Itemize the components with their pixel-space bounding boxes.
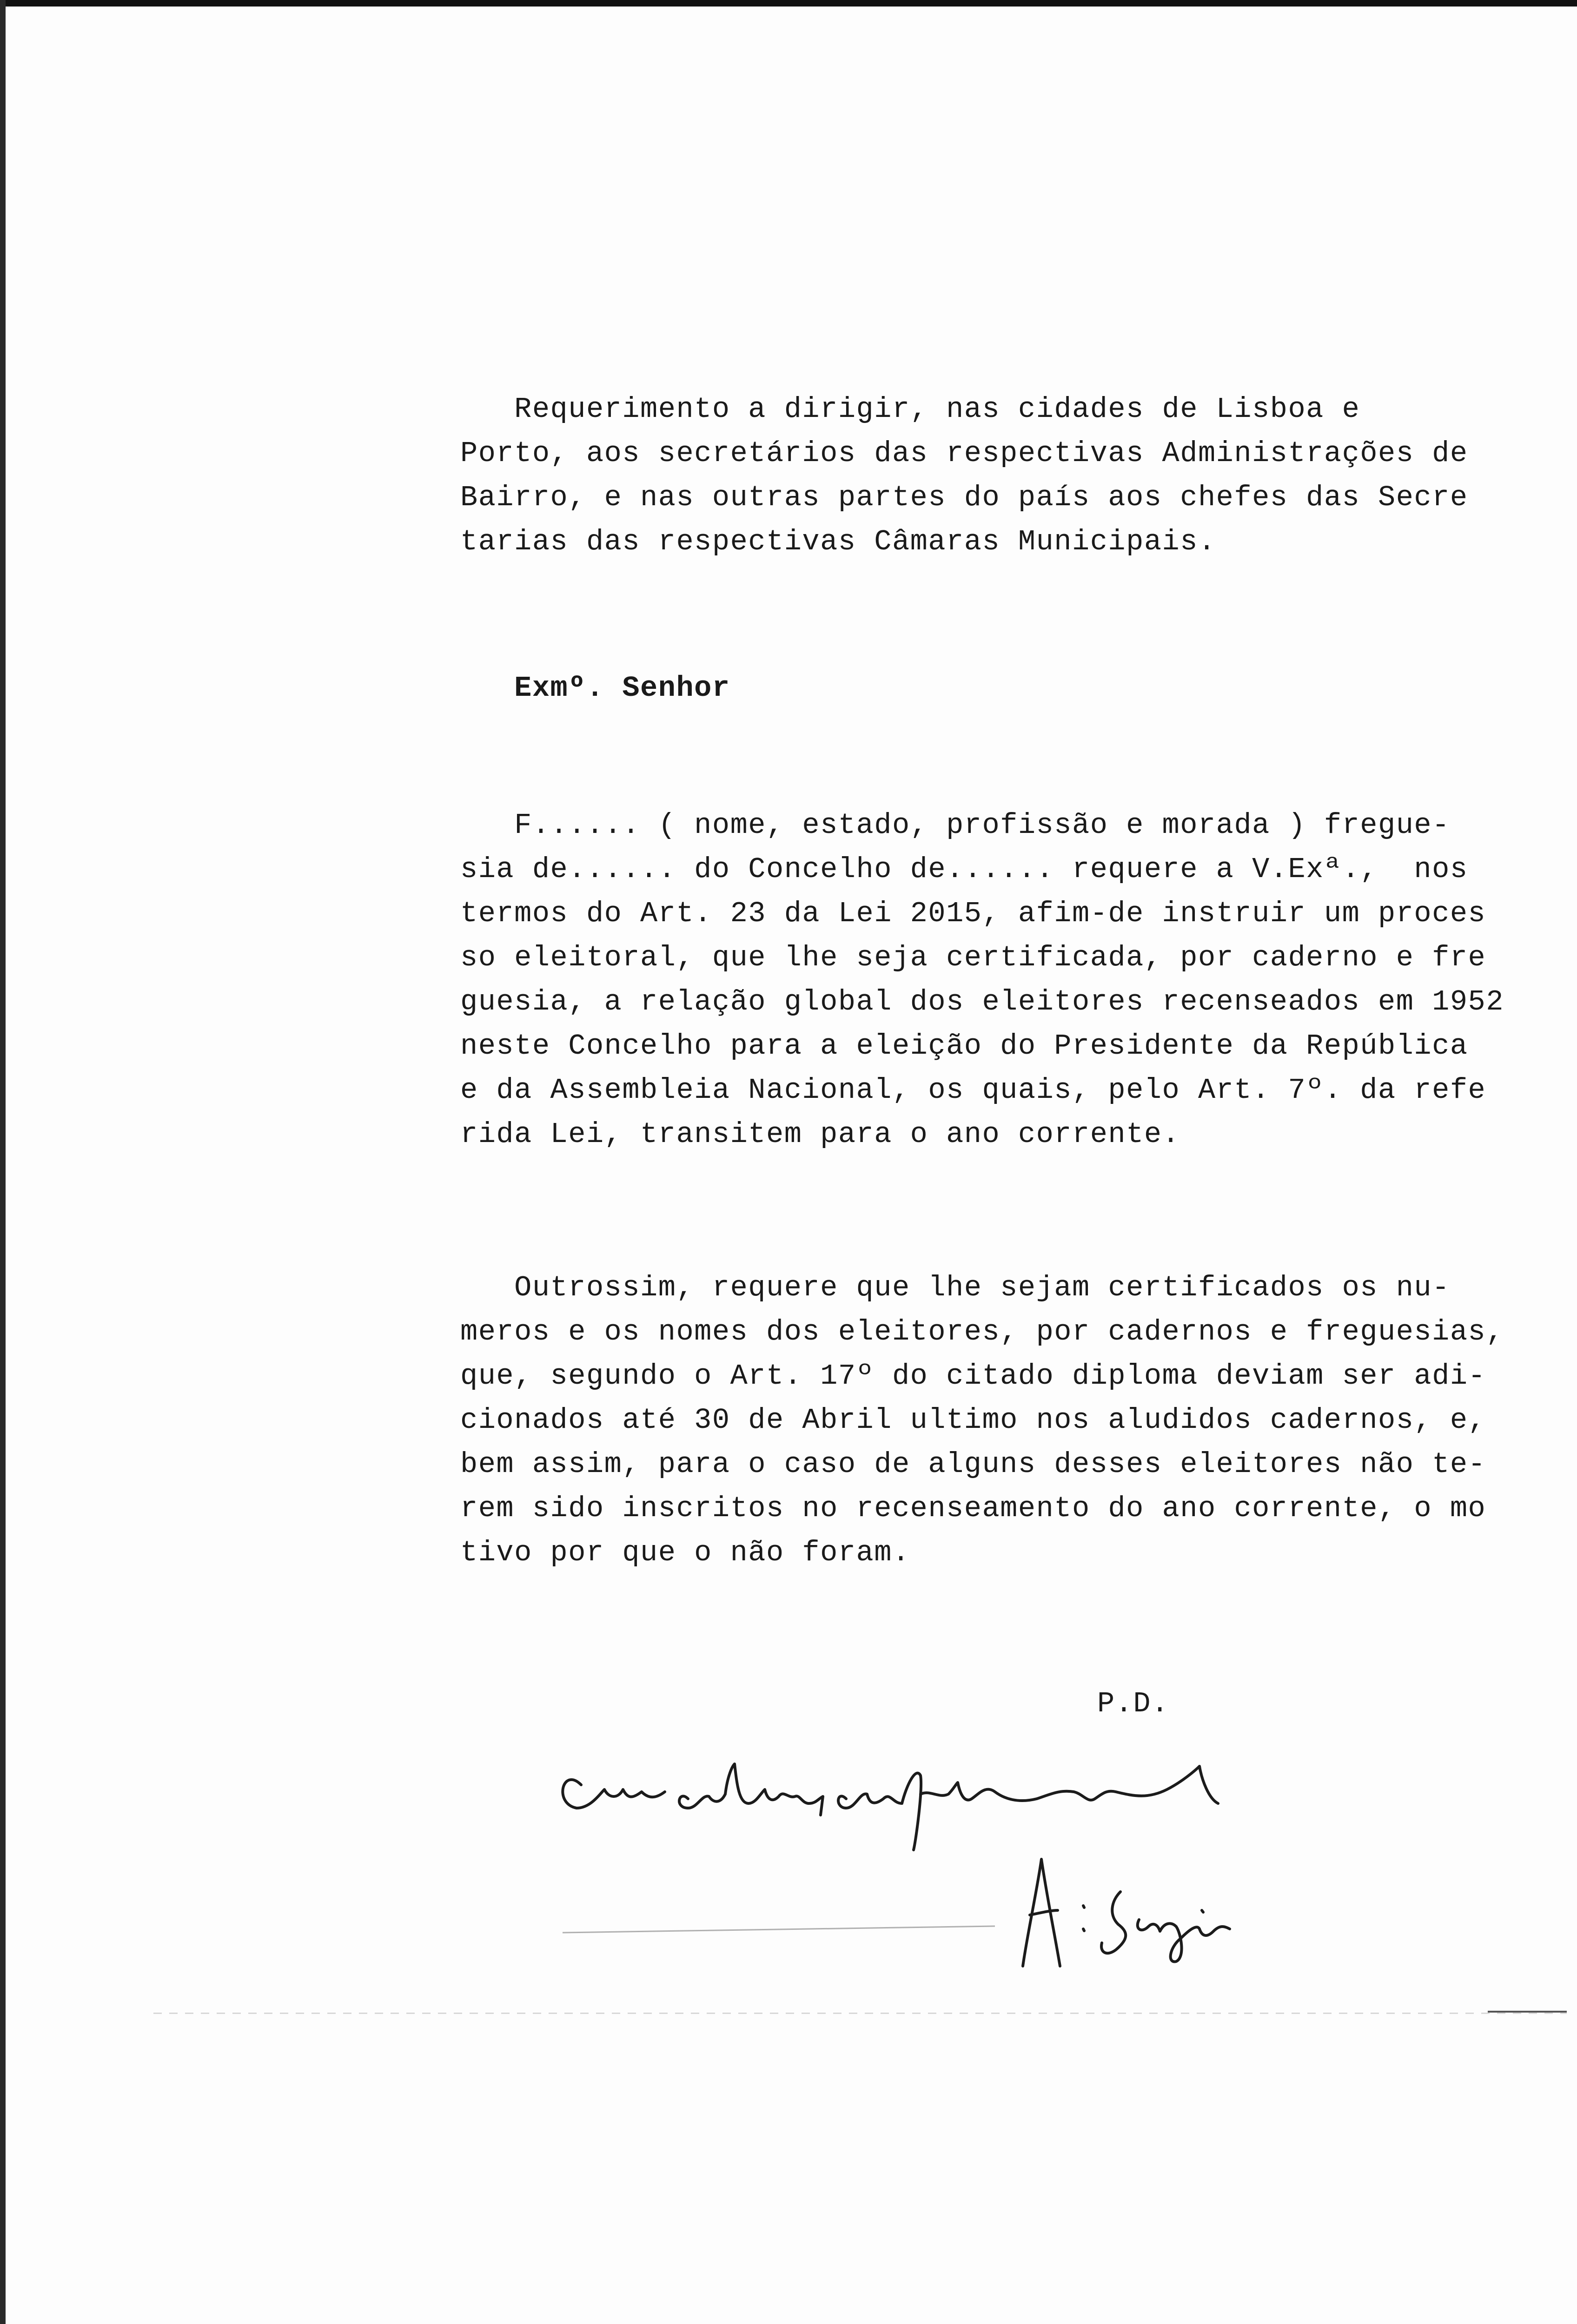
paragraph2-line-5: bem assim, para o caso de alguns desses eleitores não te- [460, 1448, 1486, 1481]
paragraph2-line-4: cionados até 30 de Abril ultimo nos aludidos cadernos, e, [460, 1404, 1486, 1437]
faint-divider [153, 2013, 1567, 2014]
paragraph2-line-6: rem sido inscritos no recenseamento do ano corrente, o mo [460, 1492, 1486, 1525]
paragraph2-line-3: que, segundo o Art. 17º do citado diploma deviam ser adi- [460, 1360, 1486, 1393]
paragraph1-line-1: F...... ( nome, estado, profissão e morada ) fregue- [460, 809, 1450, 842]
scan-left-edge [0, 0, 6, 2324]
paragraph1-line-5: guesia, a relação global dos eleitores recenseados em 1952 [460, 985, 1504, 1018]
paragraph2-line-2: meros e os nomes dos eleitores, por cadernos e freguesias, [460, 1315, 1504, 1348]
heading-line-4: tarias das respectivas Câmaras Municipais. [460, 525, 1216, 558]
paragraph1-line-7: e da Assembleia Nacional, os quais, pelo Art. 7º. da refe [460, 1074, 1486, 1107]
paragraph1-line-4: so eleitoral, que lhe seja certificada, por caderno e fre [460, 941, 1486, 974]
paragraph1-line-8: rida Lei, transitem para o ano corrente. [460, 1118, 1180, 1151]
paragraph1-line-6: neste Concelho para a eleição do Presidente da República [460, 1030, 1468, 1063]
salutation: Exmº. Senhor [460, 672, 730, 705]
handwritten-signature-image [549, 1738, 1395, 2027]
heading-line-1: Requerimento a dirigir, nas cidades de Lisboa e [460, 393, 1360, 426]
scan-top-edge [0, 0, 1577, 7]
closing-pd: P.D. [1097, 1687, 1169, 1720]
paragraph1-line-2: sia de...... do Concelho de...... requere a V.Exª., nos [460, 853, 1468, 886]
paragraph2-line-1: Outrossim, requere que lhe sejam certificados os nu- [460, 1271, 1450, 1304]
heading-line-2: Porto, aos secretários das respectivas Administrações de [460, 437, 1468, 470]
heading-line-3: Bairro, e nas outras partes do país aos chefes das Secre [460, 481, 1468, 514]
paragraph2-line-7: tivo por que o não foram. [460, 1536, 910, 1569]
paragraph1-line-3: termos do Art. 23 da Lei 2015, afim-de instruir um proces [460, 897, 1486, 930]
margin-dash [1488, 2011, 1567, 2013]
